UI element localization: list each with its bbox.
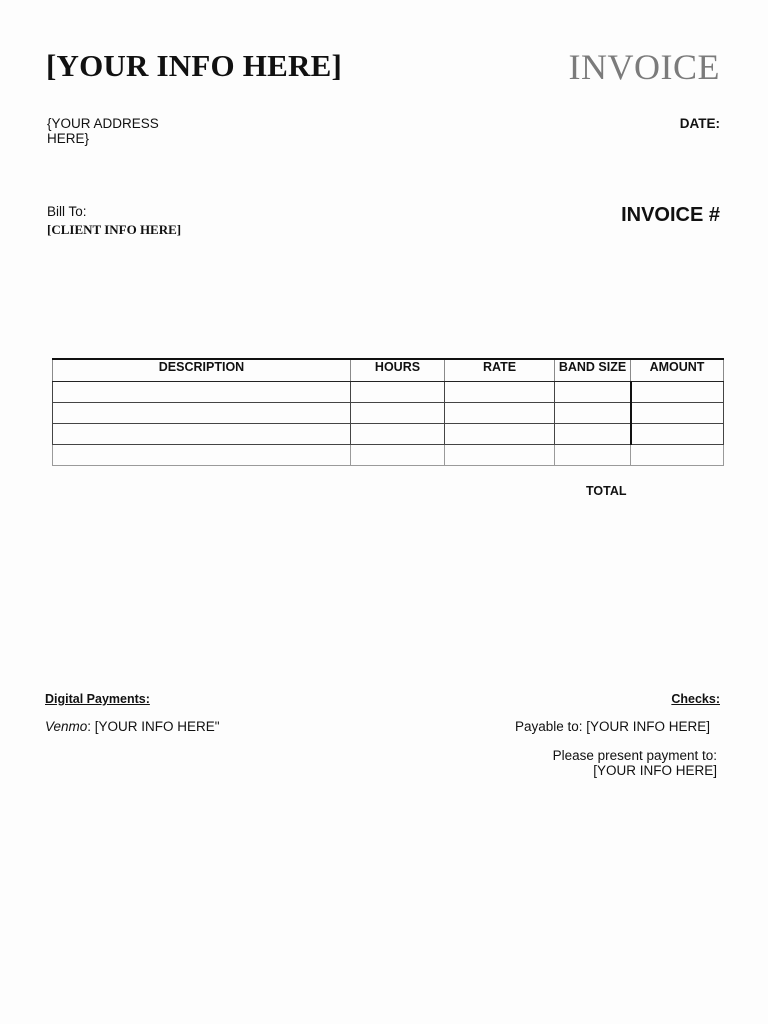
hours-cell[interactable] xyxy=(351,403,445,424)
venmo-label: Venmo xyxy=(45,719,88,734)
hours-cell[interactable] xyxy=(351,424,445,445)
hours-cell[interactable] xyxy=(351,445,445,466)
address-line-1: {YOUR ADDRESS xyxy=(47,116,159,131)
invoice-number-label: INVOICE # xyxy=(621,204,720,226)
column-header-amount: AMOUNT xyxy=(631,359,724,382)
rate-cell[interactable] xyxy=(445,403,555,424)
table-row xyxy=(53,403,724,424)
present-payment-line-2: [YOUR INFO HERE] xyxy=(593,763,717,778)
line-items-table xyxy=(52,358,724,466)
digital-payments-heading: Digital Payments: xyxy=(45,692,150,706)
rate-cell[interactable] xyxy=(445,382,555,403)
client-info: [CLIENT INFO HERE] xyxy=(47,222,182,237)
venmo-value: : [YOUR INFO HERE" xyxy=(87,719,220,734)
table-row xyxy=(53,382,724,403)
column-header-rate: RATE xyxy=(445,359,555,382)
invoice-title: INVOICE xyxy=(568,47,720,87)
date-label: DATE: xyxy=(679,116,720,131)
amount-cell[interactable] xyxy=(631,382,724,403)
rate-cell[interactable] xyxy=(445,445,555,466)
description-cell[interactable] xyxy=(53,382,351,403)
table-row xyxy=(53,445,724,466)
amount-cell[interactable] xyxy=(631,445,724,466)
amount-cell[interactable] xyxy=(631,424,724,445)
description-cell[interactable] xyxy=(53,424,351,445)
bill-to-label: Bill To: xyxy=(47,204,87,219)
band-size-cell[interactable] xyxy=(555,445,631,466)
table-header-row xyxy=(53,359,724,382)
band-size-cell[interactable] xyxy=(555,382,631,403)
column-header-description: DESCRIPTION xyxy=(53,359,351,382)
table-row xyxy=(53,424,724,445)
description-cell[interactable] xyxy=(53,403,351,424)
checks-heading: Checks: xyxy=(671,692,720,706)
column-header-hours: HOURS xyxy=(351,359,445,382)
band-size-cell[interactable] xyxy=(555,424,631,445)
payable-to-line: Payable to: [YOUR INFO HERE] xyxy=(514,719,710,734)
hours-cell[interactable] xyxy=(351,382,445,403)
total-label: TOTAL xyxy=(586,484,627,498)
sender-address xyxy=(47,116,167,146)
address-line-2: HERE} xyxy=(47,131,90,146)
present-payment-line-1: Please present payment to: xyxy=(552,748,717,763)
venmo-line xyxy=(45,719,220,734)
amount-cell[interactable] xyxy=(631,403,724,424)
present-payment-block xyxy=(553,748,717,778)
band-size-cell[interactable] xyxy=(555,403,631,424)
sender-info: [YOUR INFO HERE] xyxy=(46,48,342,83)
description-cell[interactable] xyxy=(53,445,351,466)
column-header-band-size: BAND SIZE xyxy=(555,359,631,382)
rate-cell[interactable] xyxy=(445,424,555,445)
